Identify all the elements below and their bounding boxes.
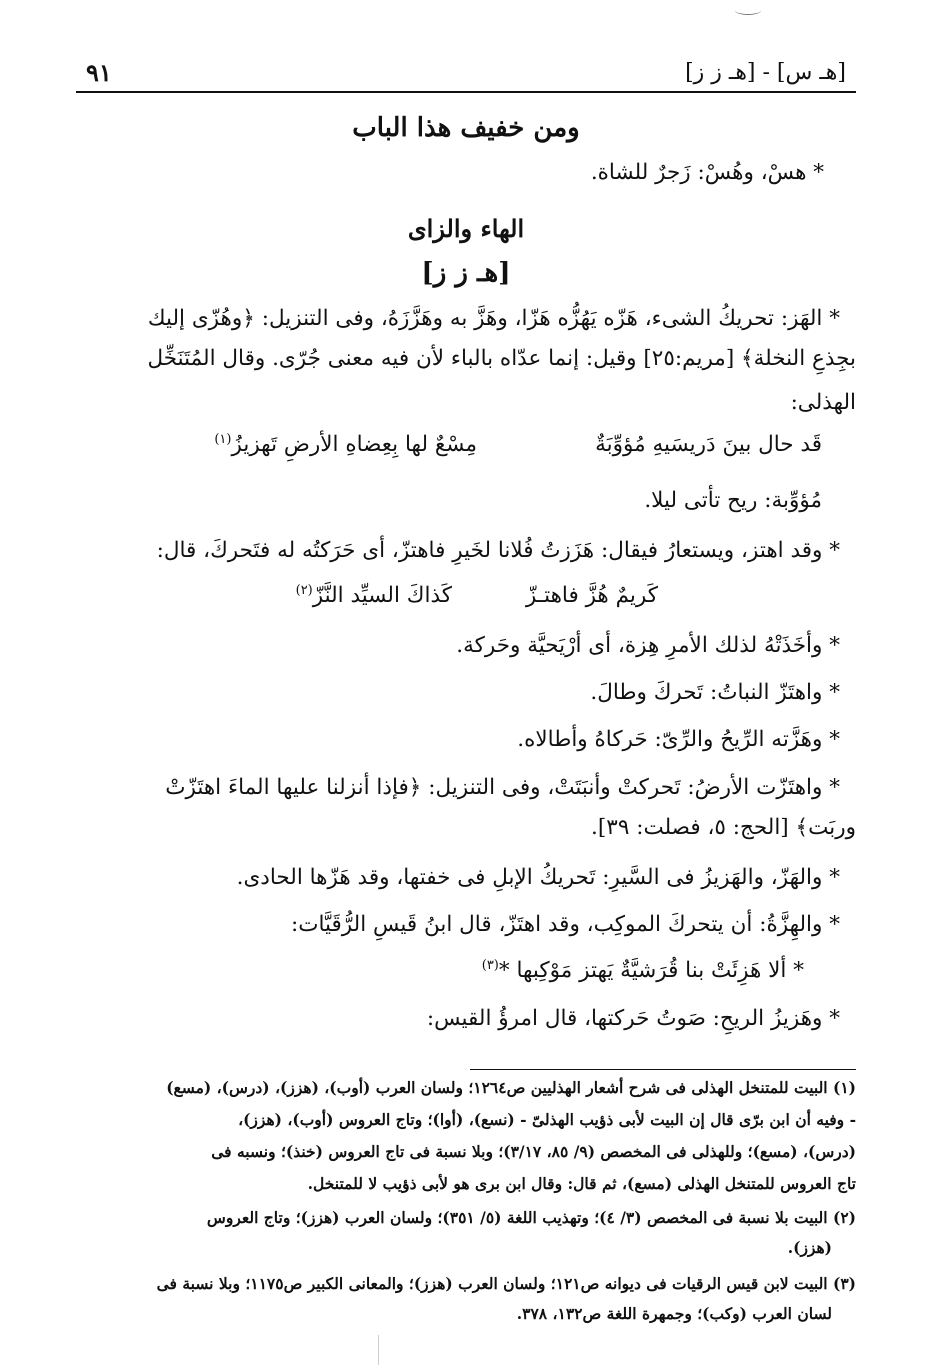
page-fold-mark (378, 1335, 379, 1365)
gloss-line: مُؤوِّبة: ريح تأتى ليلا. (644, 488, 822, 513)
page-number: ٩١ (86, 58, 112, 87)
entry-line: * الهَز: تحريكُ الشىء، هَزّه يَهُزُّه هَزّا، وهَزَّ به وهَزَّزَهُ، وفى التنزيل: ﴿وهُزّى إليك (147, 306, 840, 331)
verse-second-hemistich (296, 583, 452, 608)
entry-line: * وهَزَّته الرِّيحُ والرِّىّ: حَركاهُ وأطالاه. (517, 727, 840, 752)
verse-text: * ألا هَزِئَتْ بنا قُرَشيَّةٌ يَهتز مَوْكِبها * (498, 958, 804, 984)
footnote-3: (٣) البيت لابن قيس الرقيات فى ديوانه ص١٢١؛ ولسان العرب (هزز)؛ والمعانى الكبير ص١١٧٥؛ وبلا نسبة فى (156, 1274, 856, 1293)
footnote-1-cont: تاج العروس للمتنخل الهذلى (مسع)، ثم قال: وقال ابن برى هو لأبى ذؤيب لا للمتنخل. (307, 1174, 856, 1193)
footnote-1-cont: - وفيه أن ابن برّى قال إن البيت لأبى ذؤيب الهذلىّ - (نسع)، (أوا)؛ وتاج العروس (أوب)، (هزز)، (238, 1110, 856, 1129)
footnote-ref: (١) (214, 432, 232, 447)
verse-text: مِسْعٌ لها بِعِضاهِ الأرضِ تَهزيزُ (231, 432, 477, 458)
header-rule (76, 91, 856, 93)
entry-line: وربَت﴾ [الحج: ٥، فصلت: ٣٩]. (591, 815, 856, 840)
entry-line: * واهتَزّ النباتُ: تَحركَ وطالَ. (590, 680, 840, 705)
entry-line: * وقد اهتز، ويستعارُ فيقال: هَزَزتُ فُلانا لخَيرِ فاهتزّ، أى حَرَكتُه له فتَحركَ، قال: (156, 538, 840, 563)
scan-mark (735, 6, 761, 15)
verse-text: كَذاكَ السيِّد النَّزّ (312, 583, 452, 609)
footnote-ref: (٢) (295, 583, 313, 598)
entry-line: * وأخَذَتْهُ لذلك الأمرِ هِزة، أى أرْيَحيَّة وحَركة. (456, 633, 840, 658)
verse-first-hemistich: قَد حال بينَ دَريسَيهِ مُؤوِّبَةٌ (595, 432, 822, 457)
footnote-2-cont: (هزز). (787, 1238, 832, 1257)
footnote-1: (١) البيت للمتنخل الهذلى فى شرح أشعار الهذليين ص١٢٦٤؛ ولسان العرب (أوب)، (هزز)، (درس)، (مسع) (166, 1078, 856, 1097)
subsection-title: الهاء والزاى (407, 214, 525, 243)
footnote-3-cont: لسان العرب (وكب)؛ وجمهرة اللغة ص١٣٢، ٣٧٨. (516, 1304, 832, 1323)
root-heading: [هـ ز ز] (421, 258, 511, 288)
verse-first-hemistich: كَريمٌ هُزَّ فاهتـزّ (525, 583, 658, 608)
entry-line: * واهتَزّت الأرضُ: تَحركتْ وأنبَتَتْ، وفى التنزيل: ﴿فإذا أنزلنا عليها الماءَ اهتَزّتْ (165, 775, 840, 800)
entry-line: * والهِزَّةُ: أن يتحركَ الموكِب، وقد اهتَزّ، قال ابنُ قَيسِ الرُّقَيَّات: (290, 912, 840, 937)
entry-line: الهذلى: (790, 390, 856, 415)
entry-hs: * هسْ، وهُسْ: زَجرٌ للشاة. (590, 160, 824, 185)
footnote-rule (470, 1069, 856, 1070)
entry-line: بجِذعِ النخلة﴾ [مريم:٢٥] وقيل: إنما عدّاه بالباء لأن فيه معنى جُرّى. وقال المُتَنَخِّل (147, 346, 856, 371)
footnote-2: (٢) البيت بلا نسبة فى المخصص (٣/ ٤)؛ وتهذيب اللغة (٥/ ٣٥١)؛ ولسان العرب (هزز)؛ وتاج العروس (206, 1208, 856, 1227)
verse-line (482, 958, 804, 983)
verse-second-hemistich (214, 432, 477, 457)
entry-line: * والهَزّ، والهَزيزُ فى السَّيرِ: تَحريكُ الإبلِ فى خفتها، وقد هَزّها الحادى. (236, 865, 840, 890)
entry-line: * وهَزيزُ الريحِ: صَوتُ حَركتها، قال امرؤُ القيس: (426, 1006, 840, 1031)
footnote-1-cont: (درس)، (مسع)؛ وللهذلى فى المخصص (٩/ ٨٥، ٣/١٧)؛ وبلا نسبة فى تاج العروس (خنذ)؛ ونسبه فى (211, 1142, 856, 1161)
footnote-ref: (٣) (481, 958, 499, 973)
header-root-range: [هـ س] - [هـ ز ز] (685, 60, 846, 85)
section-title: ومن خفيف هذا الباب (352, 113, 580, 143)
